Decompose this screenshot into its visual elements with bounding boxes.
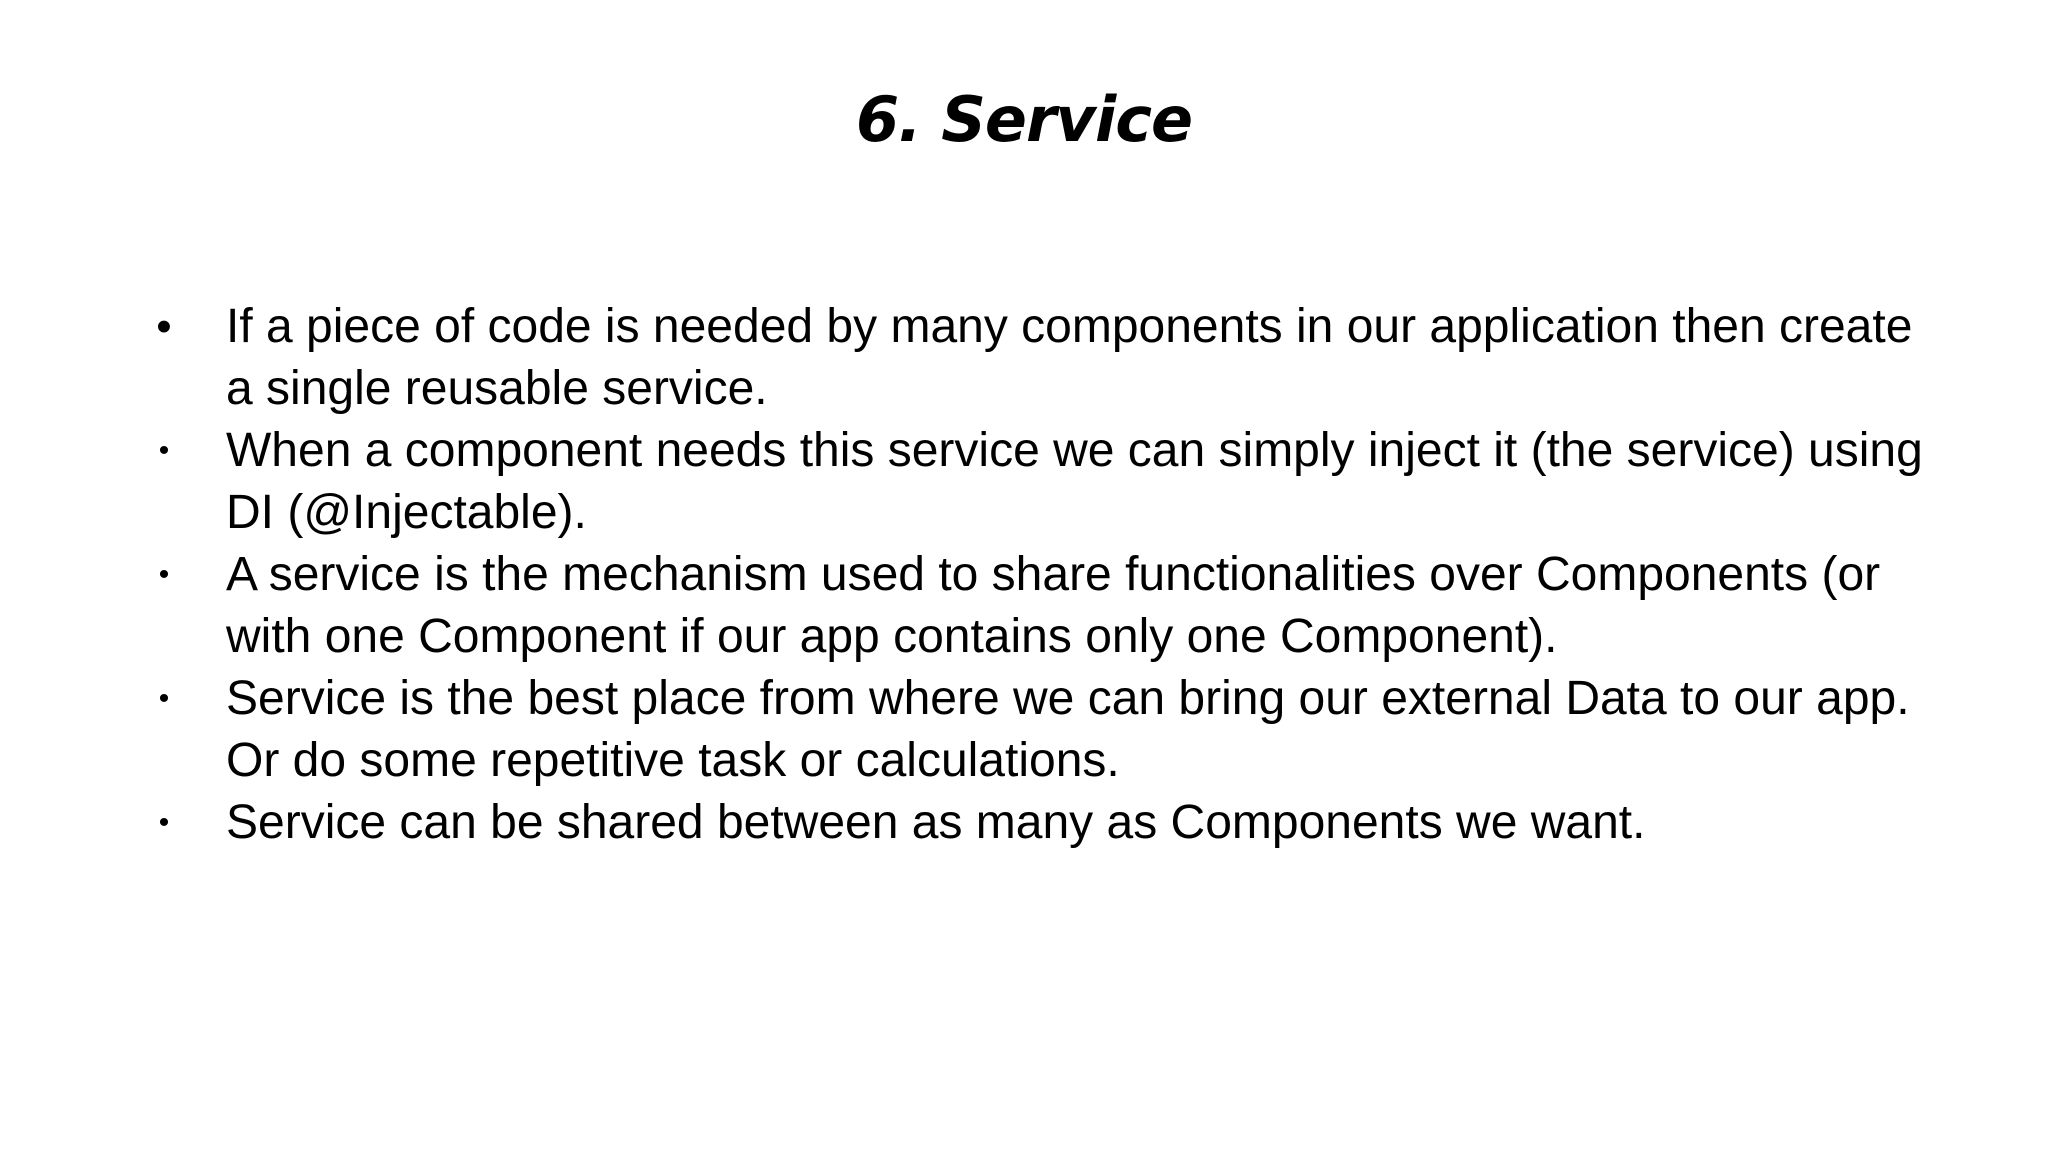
bullet-text: Service is the best place from where we can bring our external Data to our app. Or do some repetitive task or calculations.	[226, 672, 1910, 787]
list-item	[152, 668, 1952, 792]
bullet-icon: •	[158, 682, 170, 715]
bullet-icon: •	[158, 806, 170, 839]
list-item	[152, 420, 1952, 544]
bullet-text: Service can be shared between as many as Components we want.	[226, 796, 1646, 849]
bullet-icon: •	[156, 302, 172, 351]
bullet-text: When a component needs this service we can simply inject it (the service) using DI (@Injectable).	[226, 424, 1923, 539]
bullet-text: If a piece of code is needed by many components in our application then create a single reusable service.	[226, 300, 1913, 415]
bullet-icon: •	[158, 558, 170, 591]
slide-title: 6. Service	[855, 83, 1193, 156]
bullet-icon: •	[158, 434, 170, 467]
list-item	[152, 792, 1952, 854]
bullet-list	[152, 296, 1952, 854]
list-item	[152, 296, 1952, 420]
list-item	[152, 544, 1952, 668]
bullet-text: A service is the mechanism used to share functionalities over Components (or with one Component if our app contains only one Component).	[226, 548, 1881, 663]
